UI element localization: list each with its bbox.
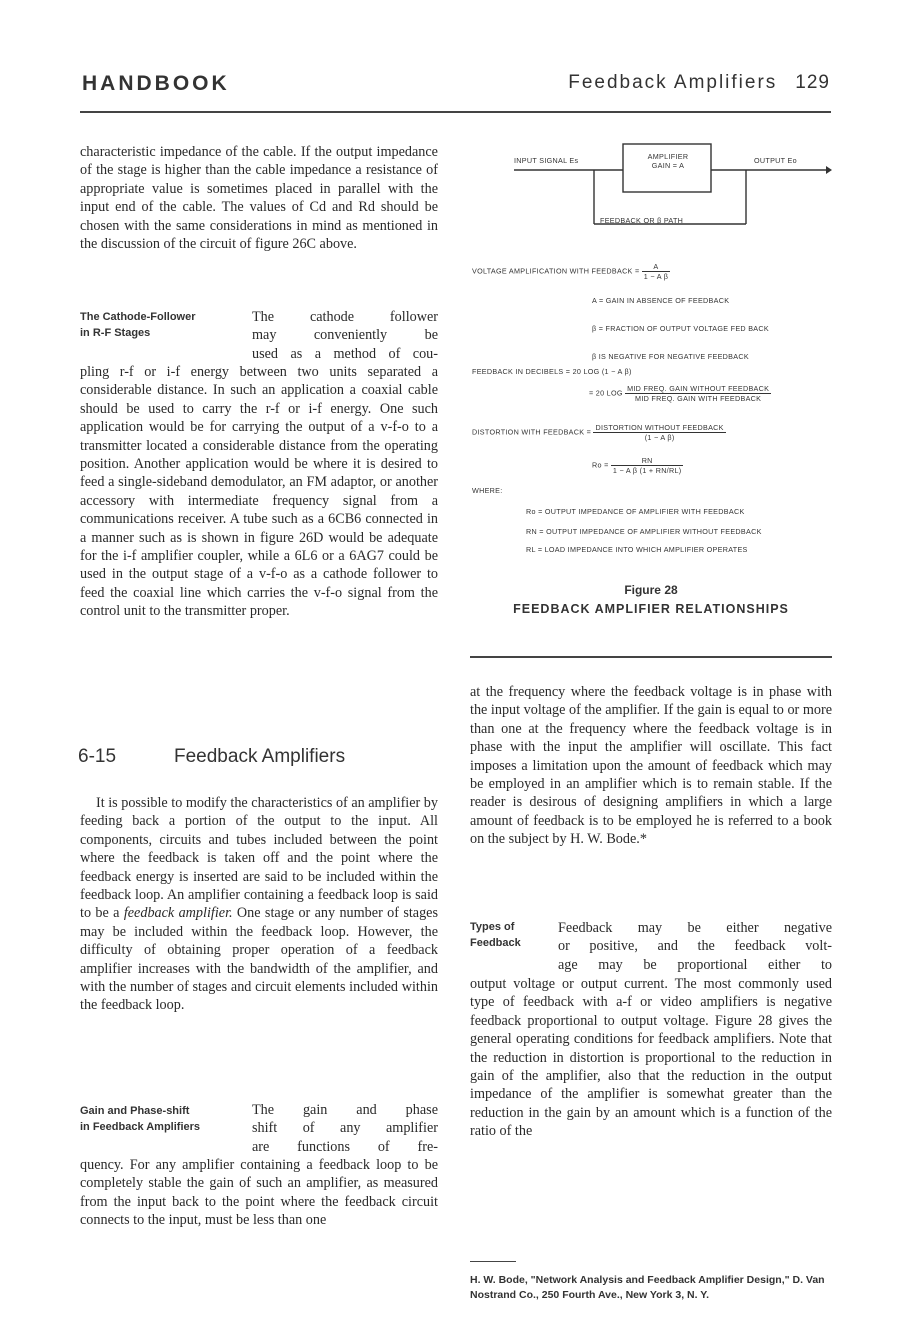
- definition-a: A = GAIN IN ABSENCE OF FEEDBACK: [592, 296, 730, 305]
- page-number: 129: [795, 72, 830, 93]
- amplifier-label: [624, 152, 712, 170]
- where-label: WHERE:: [472, 486, 503, 495]
- text-line: are functions of fre-: [252, 1138, 438, 1155]
- figure-title: FEEDBACK AMPLIFIER RELATIONSHIPS: [513, 602, 789, 616]
- denominator: MID FREQ. GAIN WITH FEEDBACK: [635, 394, 762, 403]
- equation-lhs: VOLTAGE AMPLIFICATION WITH FEEDBACK =: [472, 266, 640, 276]
- paragraph: characteristic impedance of the cable. If the output impedance of the stage is higher than the cable impedance a resistance of appropriate value is sometimes placed in parallel with the input end of the cable. The values of Cd and Rd should be chosen with the same considerations in mind as mentioned in the discussion of the circuit of figure 26C above.: [80, 144, 438, 253]
- sidehead-types-of-feedback: [470, 919, 550, 951]
- where-ro: Ro = OUTPUT IMPEDANCE OF AMPLIFIER WITH FEEDBACK: [526, 507, 745, 516]
- paragraph-block: [80, 1156, 438, 1230]
- running-head-right: [568, 72, 830, 94]
- figure-rule: [470, 656, 832, 658]
- paragraph-block: [80, 363, 438, 621]
- equation-voltage-amplification: [472, 262, 670, 281]
- fraction: [611, 456, 684, 475]
- paragraph: at the frequency where the feedback voltage is in phase with the input voltage of the amplifier. If the gain is equal to or more than one at the frequency where the feedback voltage is in phase with the input the amplifier will oscillate. This fact imposes a limitation upon the amount of feedback which may be employed in an amplifier which is to remain stable. If the reader is desirous of designing amplifiers in which a large amount of feedback is to be employed he is referred to a book on the subject by H. W. Bode.*: [470, 684, 832, 848]
- sidehead-line: Gain and Phase-shift: [80, 1105, 190, 1117]
- input-signal-label: INPUT SIGNAL Es: [514, 156, 579, 165]
- sidehead-line: Types of: [470, 921, 515, 933]
- definition-beta-negative: β IS NEGATIVE FOR NEGATIVE FEEDBACK: [592, 352, 749, 361]
- where-rn: RN = OUTPUT IMPEDANCE OF AMPLIFIER WITHOUT FEEDBACK: [526, 527, 762, 536]
- denominator: (1 − A β): [644, 433, 675, 442]
- numerator: A: [642, 262, 670, 272]
- fraction: [593, 423, 725, 442]
- equation-output-impedance: [592, 456, 683, 475]
- equation-feedback-db: FEEDBACK IN DECIBELS = 20 LOG (1 − A β): [472, 367, 632, 376]
- denominator: 1 − A β: [643, 272, 669, 281]
- paragraph: output voltage or output current. The most commonly used type of feedback with a-f or video amplifiers is negative feedback proportional to output voltage. Figure 28 gives the general operating conditions for feedback amplifiers. Note that the reduction in distortion is proportional to the reduction in gain of the amplifier, also that the reduction in the output impedance of the amplifier is somewhat greater than the reduction in the gain by an amount which is a function of the ratio of the: [470, 976, 832, 1140]
- sidehead-text: [558, 919, 832, 974]
- sidehead-gain-phase: [80, 1103, 250, 1135]
- denominator: 1 − A β (1 + RN/RL): [612, 466, 682, 475]
- paragraph-block: [470, 975, 832, 1141]
- output-arrow: [826, 166, 832, 174]
- emphasis: feedback amplifier.: [123, 905, 233, 922]
- text-line: shift of any amplifier: [252, 1120, 438, 1137]
- text-line: may conveniently be: [252, 327, 438, 344]
- fraction: [625, 384, 771, 403]
- text-line: used as a method of cou-: [252, 345, 438, 362]
- paragraph: [80, 794, 438, 1015]
- figure-number: Figure 28: [624, 583, 678, 597]
- text-line: Feedback may be either negative: [558, 920, 832, 936]
- equation-distortion: [472, 423, 726, 442]
- sidehead-text: [252, 308, 438, 363]
- numerator: RN: [611, 456, 684, 466]
- fraction: [642, 262, 670, 281]
- equation-lhs: DISTORTION WITH FEEDBACK =: [472, 427, 592, 437]
- text-line: The cathode follower: [252, 309, 438, 325]
- output-label: OUTPUT Eo: [754, 156, 797, 165]
- text-line: age may be proportional either to: [558, 956, 832, 973]
- numerator: MID FREQ. GAIN WITHOUT FEEDBACK: [627, 384, 770, 393]
- footnote-rule: [470, 1261, 516, 1262]
- footnote: H. W. Bode, "Network Analysis and Feedback Amplifier Design," D. Van Nostrand Co., 250 Fourth Ave., New York 3, N. Y.: [470, 1274, 825, 1301]
- right-column: [470, 683, 832, 849]
- equation-feedback-db-ratio: [589, 384, 771, 403]
- sidehead-text: [252, 1101, 438, 1156]
- running-head-title: Feedback Amplifiers: [568, 72, 778, 93]
- feedback-path-label: FEEDBACK OR β PATH: [600, 216, 684, 225]
- section-title: Feedback Amplifiers: [174, 746, 346, 767]
- text-line: or positive, and the feedback volt-: [558, 938, 832, 955]
- left-column: [80, 143, 438, 253]
- sidehead-cathode-follower: [80, 309, 245, 341]
- definition-beta: β = FRACTION OF OUTPUT VOLTAGE FED BACK: [592, 324, 769, 333]
- sidehead-line: Feedback: [470, 937, 521, 949]
- section-heading: [78, 746, 345, 768]
- equation-lhs: = 20 LOG: [589, 388, 623, 398]
- amplifier-label-line: AMPLIFIER: [647, 152, 689, 161]
- where-rl: RL = LOAD IMPEDANCE INTO WHICH AMPLIFIER OPERATES: [526, 545, 748, 554]
- equation-lhs: Ro =: [592, 460, 609, 470]
- sidehead-line: in R-F Stages: [80, 327, 151, 339]
- paragraph: quency. For any amplifier containing a feedback loop to be completely stable the gain of such an amplifier, as measured from the input back to the point where the feedback circuit connects to the input, must be less than one: [80, 1157, 438, 1229]
- numerator: DISTORTION WITHOUT FEEDBACK: [595, 423, 724, 432]
- paragraph: pling r-f or i-f energy between two units separated a considerable distance. In such an application a coaxial cable should be used to carry the r-f or i-f energy. One such application would be for carrying the output of a v-f-o to a transmitter located a considerable distance from the operating position. Another application would be where it is desired to feed a single-sideband demodulator, an FM adaptor, or another accessory with intermediate frequency signal from a communications receiver. A tube such as a 6CB6 connected in a manner such as is shown in figure 26D would be adequate for the i-f amplifier coupler, while a 6L6 or a 6AG7 could be used in the output stage of a v-f-o as a cathode follower to feed the coaxial line which carries the v-f-o signal from the control unit to the transmitter proper.: [80, 364, 438, 620]
- amplifier-label-line: GAIN = A: [651, 161, 685, 170]
- text-run: One stage or any number of stages may be included within the feedback loop. However, the difficulty of obtaining proper operation of a feedback amplifier increases with the bandwidth of the amplifier, and with the number of stages and circuit elements included within the feedback loop.: [80, 905, 439, 1014]
- sidehead-line: The Cathode-Follower: [80, 311, 196, 323]
- paragraph-block: [80, 794, 438, 1015]
- sidehead-line: in Feedback Amplifiers: [80, 1121, 201, 1133]
- text-line: The gain and phase: [252, 1102, 438, 1118]
- section-number: 6-15: [78, 746, 117, 767]
- header-rule: [80, 111, 831, 113]
- running-head-left: HANDBOOK: [82, 72, 230, 95]
- text-run: It is possible to modify the characteristics of an amplifier by feeding back a portion of the output to the input. All components, circuits and tubes included between the point where the feedback is taken off and the point where the feedback energy is inserted are said to be included within the feedback loop. An amplifier containing a feedback loop is said to be a: [80, 795, 438, 922]
